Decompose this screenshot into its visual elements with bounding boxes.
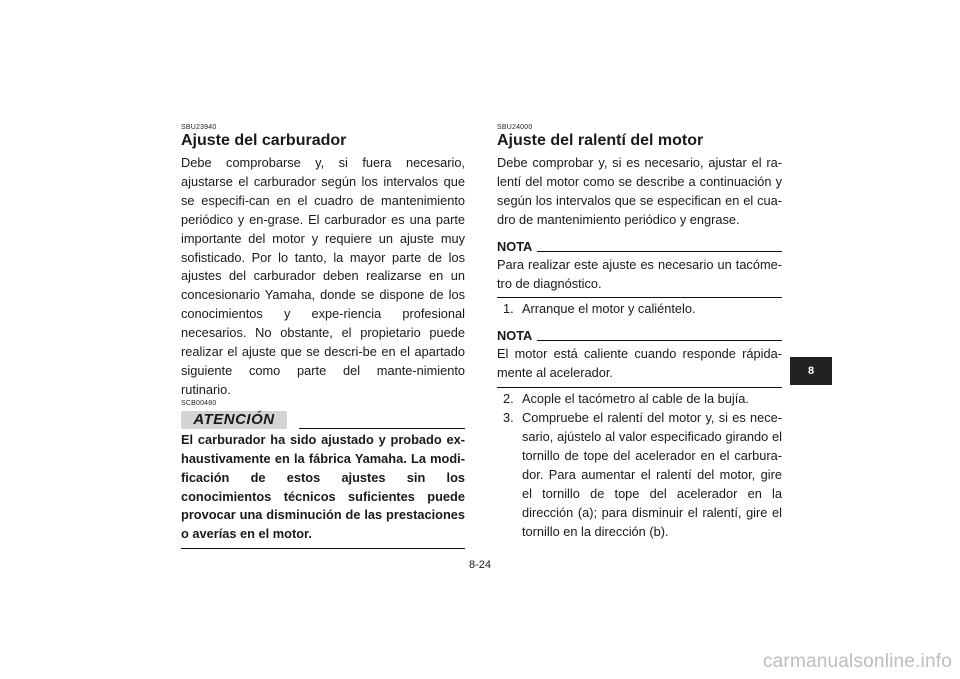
note-header xyxy=(497,238,782,256)
caution-header xyxy=(181,409,465,431)
list-item xyxy=(497,409,782,541)
step-text: Compruebe el ralentí del motor y, si es nece-sario, ajústelo al valor especificado girando el tornillo de tope del acelerador en el carbura-dor. Para aumentar el ralentí del motor, gire el tornillo de tope del acelerador en la dirección (a); para disminuir el ralentí, gire el tornillo en la dirección (b). xyxy=(522,410,782,539)
left-column xyxy=(181,124,465,549)
caution-rule xyxy=(299,428,465,429)
right-column xyxy=(497,124,782,541)
note-label: NOTA xyxy=(497,328,533,344)
page-number: 8-24 xyxy=(468,559,492,571)
caution-label: ATENCIÓN xyxy=(181,411,287,429)
note-rule xyxy=(537,251,782,252)
section-body-idle: Debe comprobar y, si es necesario, ajustar el ra-lentí del motor como se describe a continuación y según los intervalos que se especifican en el cua-dro de mantenimiento periódico y engrase. xyxy=(497,155,782,227)
note-text: Para realizar este ajuste es necesario un tacóme-tro de diagnóstico. xyxy=(497,256,782,291)
list-item xyxy=(497,300,782,319)
caution-text: El carburador ha sido ajustado y probado ex-haustivamente en la fábrica Yamaha. La modi-ficación de estos ajustes sin los conocimientos técnicos suficientes puede provocar una disminución de las prestaciones o averías en el motor. xyxy=(181,431,465,542)
note-end-rule xyxy=(497,387,782,388)
step-number: 1. xyxy=(503,301,514,317)
note-rule xyxy=(537,340,782,341)
note-header xyxy=(497,327,782,345)
step-text: Arranque el motor y caliéntelo. xyxy=(522,301,696,317)
section-title-idle: Ajuste del ralentí del motor xyxy=(497,132,704,149)
step-list xyxy=(497,390,782,541)
step-list xyxy=(497,300,782,319)
watermark: carmanualsonline.info xyxy=(762,651,952,672)
section-code: SBU23940 xyxy=(181,124,217,131)
note-label: NOTA xyxy=(497,238,533,254)
step-number: 2. xyxy=(503,391,514,407)
note-end-rule xyxy=(497,297,782,298)
section-title-carburetor: Ajuste del carburador xyxy=(181,132,347,149)
step-text: Acople el tacómetro al cable de la bujía. xyxy=(522,391,749,407)
section-code: SBU24000 xyxy=(497,124,533,131)
caution-end-rule xyxy=(181,548,465,549)
list-item xyxy=(497,390,782,409)
caution-code: SCB00480 xyxy=(181,399,217,407)
chapter-tab: 8 xyxy=(790,357,832,385)
section-body-carburetor: Debe comprobarse y, si fuera necesario, ajustarse el carburador según los intervalos que se especifi-can en el cuadro de mantenimiento periódico y en-grase. El carburador es una parte importante del motor y requiere un ajuste muy sofisticado. Por lo tanto, la mayor parte de los ajustes del carburador deben realizarse en un concesionario Yamaha, donde se dispone de los conocimientos y expe-riencia profesional necesarios. No obstante, el propietario puede realizar el ajuste que se descri-be en el apartado siguiente como parte del mante-nimiento rutinario. xyxy=(181,155,465,397)
note-text: El motor está caliente cuando responde rápida-mente al acelerador. xyxy=(497,346,782,381)
step-number: 3. xyxy=(503,410,514,426)
